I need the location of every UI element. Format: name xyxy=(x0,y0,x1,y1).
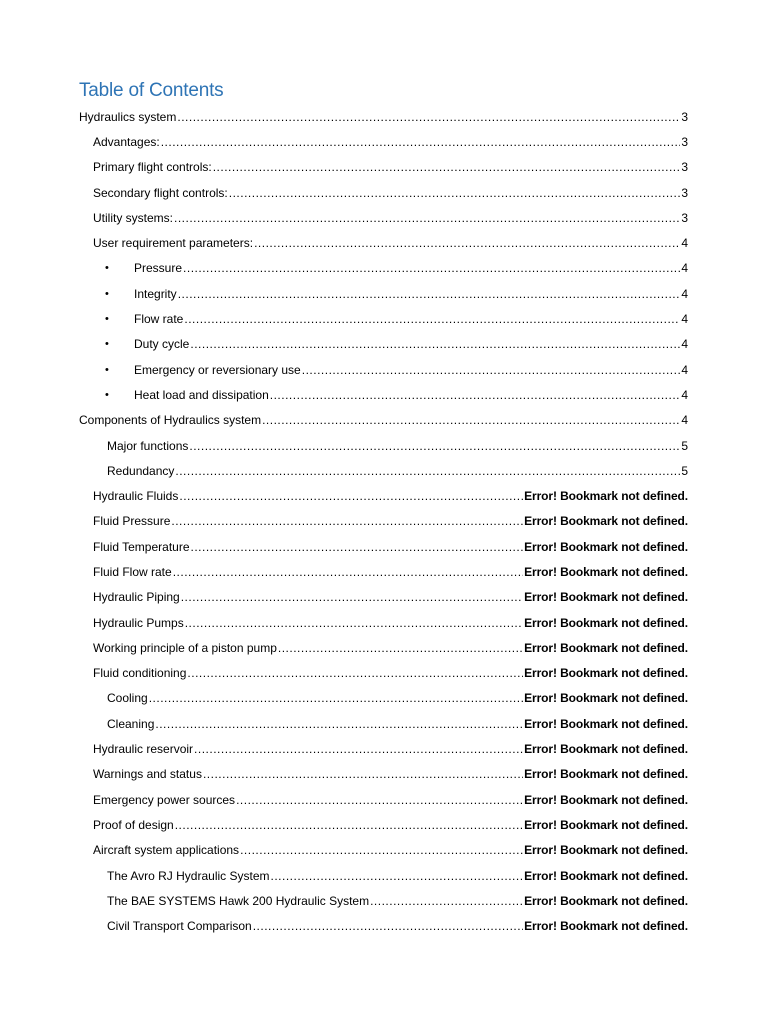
toc-entry[interactable] xyxy=(79,483,688,508)
toc-page-number: Error! Bookmark not defined. xyxy=(524,716,688,731)
toc-entry-text: Cooling xyxy=(107,691,148,706)
toc-entry[interactable] xyxy=(79,458,688,483)
toc-entry-text: Warnings and status xyxy=(93,767,202,782)
dot-leader xyxy=(262,413,680,427)
toc-page-number: 3 xyxy=(681,210,688,225)
dot-leader xyxy=(175,818,523,832)
toc-page-number: 5 xyxy=(681,463,688,478)
dot-leader xyxy=(161,135,681,149)
toc-entry[interactable] xyxy=(79,661,688,686)
toc-entry-text: Components of Hydraulics system xyxy=(79,413,262,428)
toc-entry-text: Hydraulic Piping xyxy=(93,590,180,605)
toc-entry[interactable] xyxy=(79,332,688,357)
toc-page-number: 4 xyxy=(681,236,688,251)
dot-leader xyxy=(253,919,523,933)
dot-leader xyxy=(278,641,523,655)
toc-entry[interactable] xyxy=(79,433,688,458)
toc-entry-text: Civil Transport Comparison xyxy=(107,919,252,934)
toc-entry[interactable] xyxy=(79,256,688,281)
toc-page-number: 4 xyxy=(681,362,688,377)
toc-entry[interactable] xyxy=(79,787,688,812)
toc-entry-text: Hydraulic Fluids xyxy=(93,489,179,504)
dot-leader xyxy=(203,767,523,781)
dot-leader xyxy=(149,691,523,705)
dot-leader xyxy=(194,742,523,756)
toc-entry[interactable] xyxy=(79,509,688,534)
toc-entry-text: Aircraft system applications xyxy=(93,843,240,858)
toc-page-number: Error! Bookmark not defined. xyxy=(524,742,688,757)
bullet-icon: • xyxy=(105,388,109,401)
toc-page-number: 3 xyxy=(681,160,688,175)
toc-entry[interactable] xyxy=(79,863,688,888)
toc-entry-text: Fluid conditioning xyxy=(93,666,187,681)
toc-entry[interactable] xyxy=(79,635,688,660)
dot-leader xyxy=(189,439,680,453)
dot-leader xyxy=(191,540,524,554)
toc-page-number: Error! Bookmark not defined. xyxy=(524,893,688,908)
toc-entry-text: Hydraulics system xyxy=(79,109,177,124)
dot-leader xyxy=(184,312,680,326)
toc-page-number: Error! Bookmark not defined. xyxy=(524,843,688,858)
dot-leader xyxy=(173,565,523,579)
toc-entry-text: Working principle of a piston pump xyxy=(93,640,277,655)
dot-leader xyxy=(270,388,681,402)
toc-page-number: Error! Bookmark not defined. xyxy=(524,666,688,681)
toc-entry-text: Proof of design xyxy=(93,817,174,832)
toc-entry-text: Redundancy xyxy=(107,463,175,478)
toc-page-number: Error! Bookmark not defined. xyxy=(524,514,688,529)
dot-leader xyxy=(185,616,523,630)
toc-entry[interactable] xyxy=(79,534,688,559)
toc-entry[interactable] xyxy=(79,281,688,306)
toc-entry-text: The Avro RJ Hydraulic System xyxy=(107,868,270,883)
toc-entry[interactable] xyxy=(79,762,688,787)
dot-leader xyxy=(254,236,680,250)
bullet-icon: • xyxy=(105,338,109,351)
toc-entry[interactable] xyxy=(79,104,688,129)
toc-entry-text: Fluid Flow rate xyxy=(93,564,172,579)
toc-entry[interactable] xyxy=(79,838,688,863)
toc-entry[interactable] xyxy=(79,129,688,154)
dot-leader xyxy=(183,261,680,275)
toc-entry[interactable] xyxy=(79,382,688,407)
toc-entry[interactable] xyxy=(79,155,688,180)
toc-entry[interactable] xyxy=(79,610,688,635)
toc-entry-text: The BAE SYSTEMS Hawk 200 Hydraulic System xyxy=(107,893,370,908)
dot-leader xyxy=(171,514,523,528)
toc-entry[interactable] xyxy=(79,686,688,711)
toc-entry[interactable] xyxy=(79,812,688,837)
dot-leader xyxy=(190,337,680,351)
toc-entry-text: Major functions xyxy=(107,438,189,453)
toc-page-number: 4 xyxy=(681,286,688,301)
bullet-icon: • xyxy=(105,313,109,326)
toc-title: Table of Contents xyxy=(79,80,224,101)
toc-page-number: Error! Bookmark not defined. xyxy=(524,590,688,605)
toc-page-number: 3 xyxy=(681,185,688,200)
toc-page-number: Error! Bookmark not defined. xyxy=(524,868,688,883)
dot-leader xyxy=(155,717,523,731)
toc-page-number: Error! Bookmark not defined. xyxy=(524,919,688,934)
dot-leader xyxy=(229,186,681,200)
toc-entry-text: Fluid Temperature xyxy=(93,539,190,554)
toc-page-number: 4 xyxy=(681,413,688,428)
dot-leader xyxy=(213,160,681,174)
toc-entry-text: Hydraulic Pumps xyxy=(93,615,184,630)
toc-entry-text: Cleaning xyxy=(107,716,155,731)
toc-entry-text: Emergency power sources xyxy=(93,792,236,807)
dot-leader xyxy=(370,894,523,908)
dot-leader xyxy=(187,666,523,680)
dot-leader xyxy=(240,843,523,857)
bullet-icon: • xyxy=(105,262,109,275)
toc-page-number: 3 xyxy=(681,134,688,149)
toc-page-number: Error! Bookmark not defined. xyxy=(524,489,688,504)
toc-page-number: 4 xyxy=(681,312,688,327)
toc-page-number: 4 xyxy=(681,261,688,276)
dot-leader xyxy=(271,869,524,883)
toc-page-number: Error! Bookmark not defined. xyxy=(524,539,688,554)
toc-page-number: Error! Bookmark not defined. xyxy=(524,817,688,832)
toc-entry-text: Advantages: xyxy=(93,134,160,149)
toc-entry[interactable] xyxy=(79,306,688,331)
toc-entry-text: Emergency or reversionary use xyxy=(134,362,301,377)
dot-leader xyxy=(302,363,681,377)
toc-page-number: Error! Bookmark not defined. xyxy=(524,564,688,579)
toc-entry[interactable] xyxy=(79,711,688,736)
toc-page-number: 4 xyxy=(681,387,688,402)
toc-entry[interactable] xyxy=(79,914,688,939)
bullet-icon: • xyxy=(105,287,109,300)
toc-list xyxy=(79,104,688,939)
toc-entry[interactable] xyxy=(79,559,688,584)
dot-leader xyxy=(181,590,523,604)
toc-entry-text: Primary flight controls: xyxy=(93,160,212,175)
toc-page-number: Error! Bookmark not defined. xyxy=(524,691,688,706)
toc-entry-text: Pressure xyxy=(134,261,183,276)
toc-page-number: 4 xyxy=(681,337,688,352)
toc-entry-text: Secondary flight controls: xyxy=(93,185,228,200)
toc-entry-text: Fluid Pressure xyxy=(93,514,171,529)
toc-page-number: Error! Bookmark not defined. xyxy=(524,767,688,782)
toc-page-number: Error! Bookmark not defined. xyxy=(524,615,688,630)
toc-page-number: Error! Bookmark not defined. xyxy=(524,792,688,807)
toc-entry-text: Duty cycle xyxy=(134,337,190,352)
dot-leader xyxy=(175,464,680,478)
toc-page-number: Error! Bookmark not defined. xyxy=(524,640,688,655)
toc-entry-text: Utility systems: xyxy=(93,210,174,225)
toc-page-number: 3 xyxy=(681,109,688,124)
toc-entry[interactable] xyxy=(79,888,688,913)
toc-entry[interactable] xyxy=(79,230,688,255)
toc-page-number: 5 xyxy=(681,438,688,453)
toc-entry[interactable] xyxy=(79,205,688,230)
toc-entry-text: User requirement parameters: xyxy=(93,236,254,251)
dot-leader xyxy=(178,287,681,301)
dot-leader xyxy=(177,110,680,124)
toc-entry[interactable] xyxy=(79,357,688,382)
dot-leader xyxy=(236,793,523,807)
toc-entry[interactable] xyxy=(79,585,688,610)
toc-entry-text: Integrity xyxy=(134,286,177,301)
toc-entry[interactable] xyxy=(79,736,688,761)
toc-entry-text: Flow rate xyxy=(134,312,184,327)
toc-entry-text: Heat load and dissipation xyxy=(134,387,269,402)
dot-leader xyxy=(179,489,523,503)
toc-entry-text: Hydraulic reservoir xyxy=(93,742,194,757)
toc-entry[interactable] xyxy=(79,408,688,433)
toc-entry[interactable] xyxy=(79,180,688,205)
bullet-icon: • xyxy=(105,363,109,376)
dot-leader xyxy=(174,211,680,225)
